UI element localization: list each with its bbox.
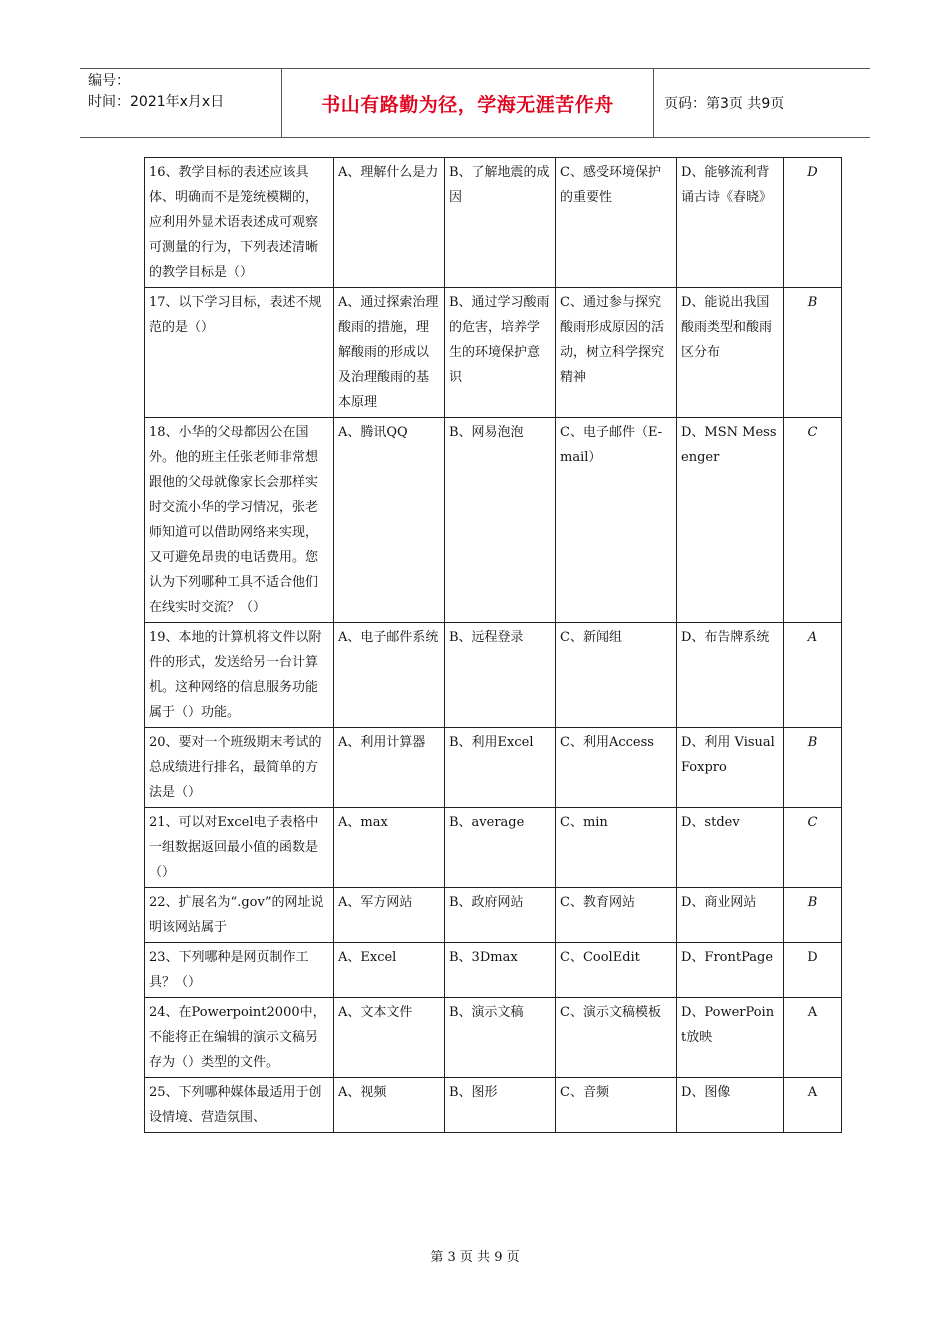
option-b: B、图形: [445, 1078, 556, 1133]
question-row: [145, 1078, 842, 1133]
question-text: 23、下列哪种是网页制作工具？（）: [145, 943, 334, 998]
option-d: D、利用 Visual Foxpro: [677, 728, 784, 808]
question-row: [145, 728, 842, 808]
option-b: B、3Dmax: [445, 943, 556, 998]
option-d: D、图像: [677, 1078, 784, 1133]
option-c: C、通过参与探究酸雨形成原因的活动，树立科学探究精神: [556, 288, 677, 418]
answer: D: [784, 158, 842, 288]
option-b: B、了解地震的成因: [445, 158, 556, 288]
document-time-label: 时间：2021年x月x日: [88, 94, 225, 110]
option-a: A、文本文件: [334, 998, 445, 1078]
option-c: C、演示文稿模板: [556, 998, 677, 1078]
header-motto-cell: [282, 69, 654, 137]
answer: B: [784, 728, 842, 808]
option-b: B、average: [445, 808, 556, 888]
page-header: [80, 68, 870, 138]
answer: A: [784, 623, 842, 728]
question-text: 19、本地的计算机将文件以附件的形式，发送给另一台计算机。这种网络的信息服务功能属于（）功能。: [145, 623, 334, 728]
answer: B: [784, 888, 842, 943]
option-d: D、商业网站: [677, 888, 784, 943]
answer: D: [784, 943, 842, 998]
option-b: B、远程登录: [445, 623, 556, 728]
question-text: 24、在Powerpoint2000中，不能将正在编辑的演示文稿另存为（）类型的文件。: [145, 998, 334, 1078]
question-row: [145, 998, 842, 1078]
question-table: [144, 157, 842, 1133]
option-a: A、Excel: [334, 943, 445, 998]
header-page-cell: [654, 69, 870, 137]
option-b: B、利用Excel: [445, 728, 556, 808]
option-c: C、CoolEdit: [556, 943, 677, 998]
answer: A: [784, 998, 842, 1078]
answer: A: [784, 1078, 842, 1133]
option-c: C、教育网站: [556, 888, 677, 943]
option-d: D、能说出我国酸雨类型和酸雨区分布: [677, 288, 784, 418]
header-meta: [80, 69, 282, 137]
option-c: C、新闻组: [556, 623, 677, 728]
answer: B: [784, 288, 842, 418]
question-text: 25、下列哪种媒体最适用于创设情境、营造氛围、: [145, 1078, 334, 1133]
option-a: A、军方网站: [334, 888, 445, 943]
option-a: A、max: [334, 808, 445, 888]
option-b: B、网易泡泡: [445, 418, 556, 623]
answer: C: [784, 808, 842, 888]
question-row: [145, 943, 842, 998]
question-row: [145, 888, 842, 943]
question-row: [145, 288, 842, 418]
option-c: C、电子邮件（E-mail）: [556, 418, 677, 623]
option-b: B、演示文稿: [445, 998, 556, 1078]
page-footer: 第 3 页 共 9 页: [430, 1250, 520, 1265]
question-text: 17、以下学习目标，表述不规范的是（）: [145, 288, 334, 418]
question-text: 18、小华的父母都因公在国外。他的班主任张老师非常想跟他的父母就像家长会那样实时交流小华的学习情况，张老师知道可以借助网络来实现，又可避免昂贵的电话费用。您认为下列哪种工具不适合他们在线实时交流？（）: [145, 418, 334, 623]
option-a: A、视频: [334, 1078, 445, 1133]
option-c: C、音频: [556, 1078, 677, 1133]
option-d: D、MSN Messenger: [677, 418, 784, 623]
question-row: [145, 808, 842, 888]
option-a: A、理解什么是力: [334, 158, 445, 288]
option-b: B、通过学习酸雨的危害，培养学生的环境保护意识: [445, 288, 556, 418]
question-table-body: [145, 158, 842, 1133]
option-c: C、利用Access: [556, 728, 677, 808]
question-text: 22、扩展名为“.gov”的网址说明该网站属于: [145, 888, 334, 943]
option-c: C、min: [556, 808, 677, 888]
option-a: A、通过探索治理酸雨的措施，理解酸雨的形成以及治理酸雨的基本原理: [334, 288, 445, 418]
option-a: A、腾讯QQ: [334, 418, 445, 623]
question-text: 20、要对一个班级期末考试的总成绩进行排名，最简单的方法是（）: [145, 728, 334, 808]
question-text: 21、可以对Excel电子表格中一组数据返回最小值的函数是（）: [145, 808, 334, 888]
header-page-label: 页码：第3页 共9页: [664, 96, 785, 112]
answer: C: [784, 418, 842, 623]
option-d: D、FrontPage: [677, 943, 784, 998]
option-d: D、布告牌系统: [677, 623, 784, 728]
option-b: B、政府网站: [445, 888, 556, 943]
question-row: [145, 158, 842, 288]
question-row: [145, 623, 842, 728]
option-a: A、利用计算器: [334, 728, 445, 808]
option-c: C、感受环境保护的重要性: [556, 158, 677, 288]
option-d: D、stdev: [677, 808, 784, 888]
option-a: A、电子邮件系统: [334, 623, 445, 728]
header-motto: 书山有路勤为径，学海无涯苦作舟: [321, 93, 614, 116]
option-d: D、PowerPoint放映: [677, 998, 784, 1078]
option-d: D、能够流利背诵古诗《春晓》: [677, 158, 784, 288]
question-row: [145, 418, 842, 623]
question-text: 16、教学目标的表述应该具体、明确而不是笼统模糊的，应利用外显术语表述成可观察可测量的行为，下列表述清晰的教学目标是（）: [145, 158, 334, 288]
document-number-label: 编号：: [88, 73, 130, 89]
